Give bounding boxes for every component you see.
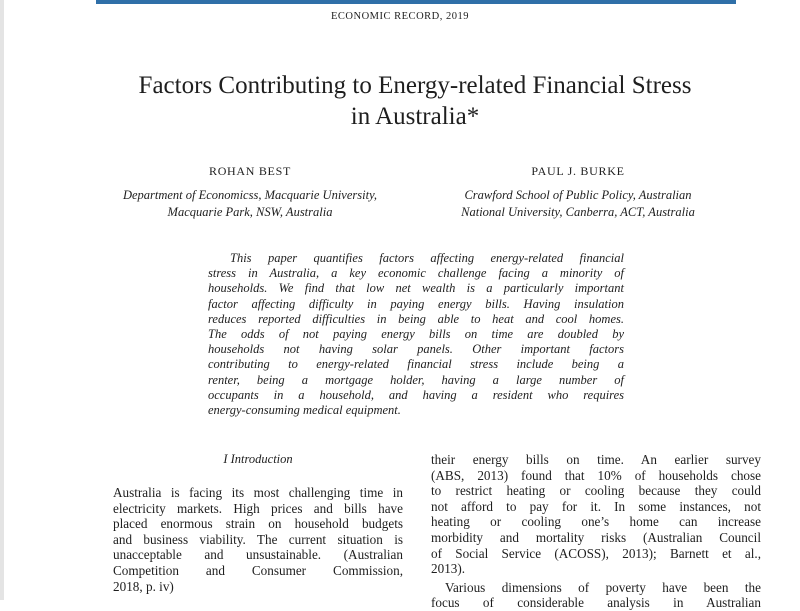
abstract-line: reduces reported difficulties in being able to heat and cool homes. bbox=[208, 311, 624, 326]
body-line: electricity markets. High prices and bills have bbox=[113, 500, 403, 516]
header-color-band bbox=[96, 0, 736, 4]
body-line: of Social Service (ACOSS), 2013); Barnett et al., bbox=[431, 545, 761, 561]
abstract-line: The odds of not paying energy bills on time are doubled by bbox=[208, 327, 624, 342]
title-line: in Australia* bbox=[350, 103, 480, 130]
author-name: PAUL J. BURKE bbox=[531, 164, 625, 178]
body-line: Australia is facing its most challenging time in bbox=[113, 485, 403, 500]
abstract-line: energy-consuming medical equipment. bbox=[208, 403, 401, 418]
intro-quote-left-column bbox=[113, 485, 403, 594]
paper-title bbox=[60, 70, 770, 132]
page-edge-shadow bbox=[0, 0, 4, 600]
abstract-line: This paper quantifies factors affecting energy-related financial bbox=[230, 251, 624, 265]
body-right-column bbox=[431, 452, 761, 611]
author-affiliation-line: National University, Canberra, ACT, Australia bbox=[461, 205, 695, 219]
body-line: heating or cooling one’s home can increase bbox=[431, 514, 761, 530]
body-line: placed enormous strain on household budgets bbox=[113, 516, 403, 532]
abstract-line: renter, being a mortgage holder, having a large number of bbox=[208, 372, 624, 387]
author-block-best bbox=[90, 163, 410, 222]
body-line: not afford to pay for it. In some instances, not bbox=[431, 498, 761, 514]
author-affiliation-line: Crawford School of Public Policy, Australian bbox=[464, 187, 692, 202]
body-line: to restrict heating or cooling because they could bbox=[431, 483, 761, 499]
author-block-burke bbox=[428, 163, 728, 222]
body-line: 2018, p. iv) bbox=[113, 578, 174, 594]
body-line: unacceptable and unsustainable. (Australian bbox=[113, 547, 403, 563]
abstract-line: households. We find that low net wealth is a particularly important bbox=[208, 281, 624, 296]
body-line: focus of considerable analysis in Australian bbox=[431, 595, 761, 611]
body-line: Various dimensions of poverty have been the bbox=[445, 579, 761, 595]
author-affiliation-line: Macquarie Park, NSW, Australia bbox=[167, 205, 333, 219]
abstract-line: occupants in a household, and having a resident who requires bbox=[208, 387, 624, 402]
body-line: their energy bills on time. An earlier survey bbox=[431, 452, 761, 467]
abstract-line: contributing to energy-related financial stress include being a bbox=[208, 357, 624, 372]
body-line: (ABS, 2013) found that 10% of households chose bbox=[431, 467, 761, 483]
journal-running-header: ECONOMIC RECORD, 2019 bbox=[331, 11, 469, 22]
abstract-line: households not having solar panels. Other important factors bbox=[208, 342, 624, 357]
author-name: ROHAN BEST bbox=[208, 164, 291, 178]
abstract-line: factor affecting difficulty in paying energy bills. Having insulation bbox=[208, 296, 624, 311]
section-heading-introduction: I Introduction bbox=[223, 452, 293, 466]
body-line: 2013). bbox=[431, 561, 466, 577]
title-line: Factors Contributing to Energy-related Financial Stress bbox=[138, 72, 692, 99]
author-affiliation-line: Department of Economicss, Macquarie University, bbox=[122, 187, 378, 202]
body-line: and business viability. The current situation is bbox=[113, 531, 403, 547]
body-line: morbidity and mortality risks (Australian Council bbox=[431, 529, 761, 545]
abstract-line: stress in Australia, a key economic challenge facing a minority of bbox=[208, 266, 624, 281]
abstract bbox=[208, 251, 624, 418]
body-line: Competition and Consumer Commission, bbox=[113, 562, 403, 578]
